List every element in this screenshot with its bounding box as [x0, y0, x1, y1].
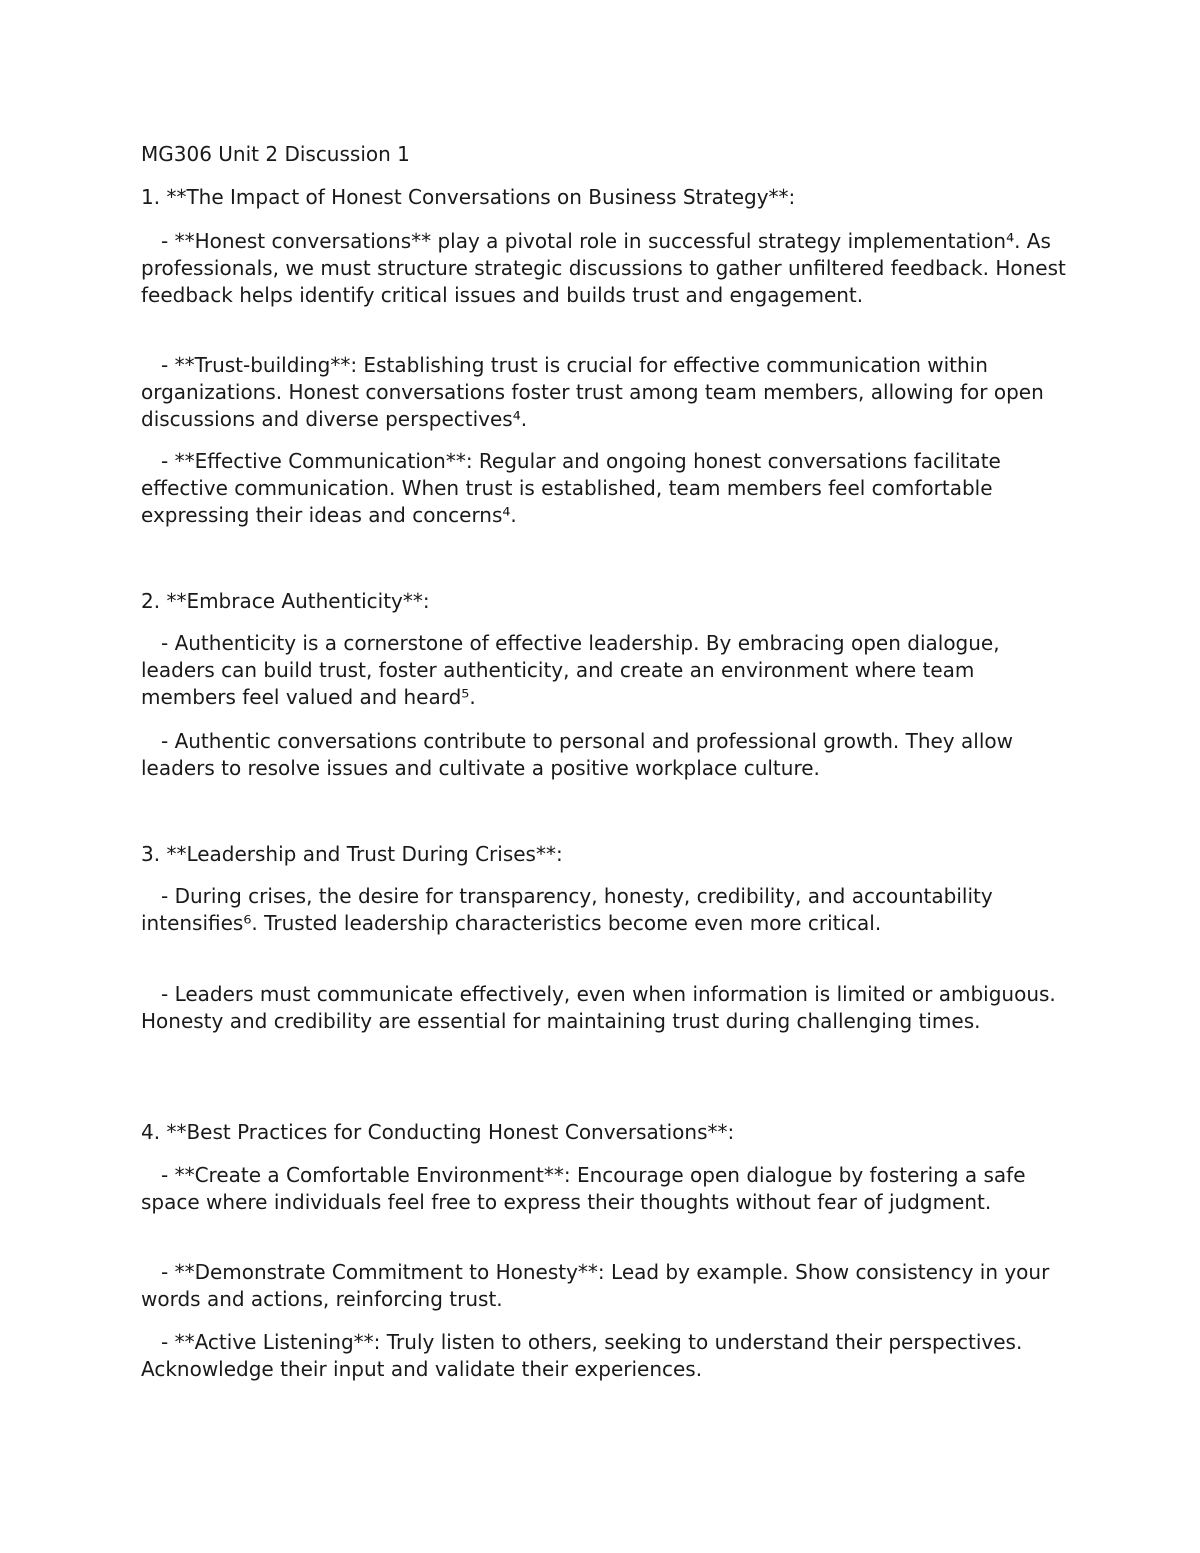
section-2-heading: 2. **Embrace Authenticity**:: [141, 589, 430, 613]
section-2-item-2-text: - Authentic conversations contribute to personal and professional growth. They allow leaders to resolve issues and cultivate a positive workplace culture.: [141, 729, 1013, 780]
section-4-item-3: [141, 1329, 1071, 1383]
section-3-item-1-text: - During crises, the desire for transparency, honesty, credibility, and accountability intensifies⁶. Trusted leadership characteristics become even more critical.: [141, 884, 993, 935]
section-3-heading: 3. **Leadership and Trust During Crises**:: [141, 842, 563, 866]
section-3-item-2: [141, 981, 1071, 1035]
section-4-item-1-text: - **Create a Comfortable Environment**: Encourage open dialogue by fostering a safe space where individuals feel free to express their thoughts without fear of judgment.: [141, 1163, 1026, 1214]
section-4-heading: 4. **Best Practices for Conducting Honest Conversations**:: [141, 1120, 735, 1144]
section-4-item-3-text: - **Active Listening**: Truly listen to others, seeking to understand their perspectives. Acknowledge their input and validate their experiences.: [141, 1330, 1023, 1381]
section-1-item-2-text: - **Trust-building**: Establishing trust is crucial for effective communication within organizations. Honest conversations foster trust among team members, allowing for open discussions and diverse perspectives⁴.: [141, 353, 1044, 431]
section-1-heading: 1. **The Impact of Honest Conversations on Business Strategy**:: [141, 185, 796, 209]
section-2-item-1: [141, 630, 1071, 711]
section-4-item-2: [141, 1259, 1071, 1313]
section-4-item-1: [141, 1162, 1071, 1216]
section-3-item-1: [141, 883, 1071, 937]
section-1-item-2: [141, 352, 1071, 433]
section-1-item-3-text: - **Effective Communication**: Regular and ongoing honest conversations facilitate effective communication. When trust is established, team members feel comfortable expressing their ideas and concerns⁴.: [141, 449, 1001, 527]
section-1-item-1-text: - **Honest conversations** play a pivotal role in successful strategy implementation⁴. As professionals, we must structure strategic discussions to gather unfiltered feedback. Honest feedback helps identify critical issues and builds trust and engagement.: [141, 229, 1066, 307]
section-3-item-2-text: - Leaders must communicate effectively, even when information is limited or ambiguous. Honesty and credibility are essential for maintaining trust during challenging times.: [141, 982, 1056, 1033]
section-2-item-1-text: - Authenticity is a cornerstone of effective leadership. By embracing open dialogue, leaders can build trust, foster authenticity, and create an environment where team members feel valued and heard⁵.: [141, 631, 1000, 709]
section-1-item-3: [141, 448, 1071, 529]
section-2-item-2: [141, 728, 1071, 782]
document-title: MG306 Unit 2 Discussion 1: [141, 142, 410, 166]
section-4-item-2-text: - **Demonstrate Commitment to Honesty**: Lead by example. Show consistency in your words and actions, reinforcing trust.: [141, 1260, 1050, 1311]
section-1-item-1: [141, 228, 1071, 309]
